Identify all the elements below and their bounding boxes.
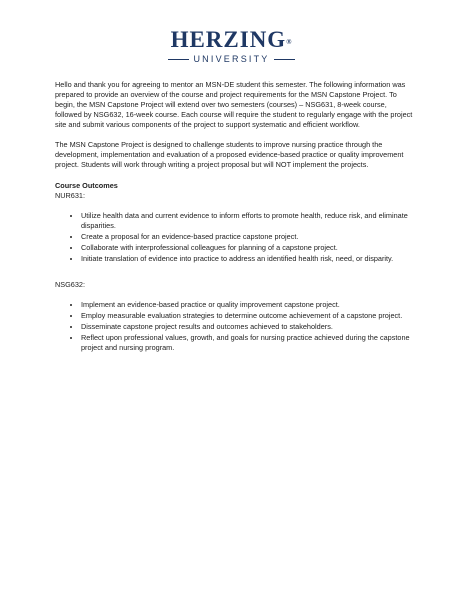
- course-label-nsg632: NSG632:: [55, 280, 86, 289]
- logo-name: HERZING: [170, 27, 287, 52]
- list-item: • Utilize health data and current evidence to inform efforts to promote health, reduce risk, and eliminate disparities.: [81, 211, 415, 231]
- herzing-logo: [0, 28, 463, 65]
- logo-rule-right: [274, 59, 295, 60]
- document-body: [55, 80, 415, 354]
- course-label-nur631: NUR631:: [55, 191, 86, 200]
- intro-paragraph: Hello and thank you for agreeing to mentor an MSN-DE student this semester. The following information was prepared to provide an overview of the course and project requirements for the MSN Capstone Project. To begin, the MSN Capstone Project will extend over two semesters (courses) – NSG631, 8-week course, followed by NSG632, 16-week course. Each course will require the student to regularly engage with the project site and submit various components of the project to support systematic and efficient workflow.: [55, 80, 413, 129]
- list-item: • Initiate translation of evidence into practice to address an identified health risk, need, or disparity.: [81, 254, 415, 264]
- list-item: • Collaborate with interprofessional colleagues for planning of a capstone project.: [81, 243, 415, 253]
- logo-registered-mark: ®: [286, 38, 293, 46]
- capstone-paragraph: The MSN Capstone Project is designed to challenge students to improve nursing practice through the development, implementation and evaluation of a proposed evidence-based practice or quality improvement project. Students will work through writing a project proposal but will NOT implement the projects.: [55, 140, 404, 169]
- list-item: • Create a proposal for an evidence-based practice capstone project.: [81, 232, 415, 242]
- logo-rule-left: [168, 59, 189, 60]
- list-item: • Disseminate capstone project results and outcomes achieved to stakeholders.: [81, 322, 415, 332]
- list-item: • Reflect upon professional values, growth, and goals for nursing practice achieved during the capstone project and nursing program.: [81, 333, 415, 353]
- outcomes-list-nur631: [55, 211, 415, 264]
- logo-sub: UNIVERSITY: [193, 54, 270, 64]
- outcomes-heading: Course Outcomes: [55, 181, 118, 190]
- list-item: • Employ measurable evaluation strategies to determine outcome achievement of a capstone project.: [81, 311, 415, 321]
- list-item: • Implement an evidence-based practice or quality improvement capstone project.: [81, 300, 415, 310]
- outcomes-list-nsg632: [55, 300, 415, 353]
